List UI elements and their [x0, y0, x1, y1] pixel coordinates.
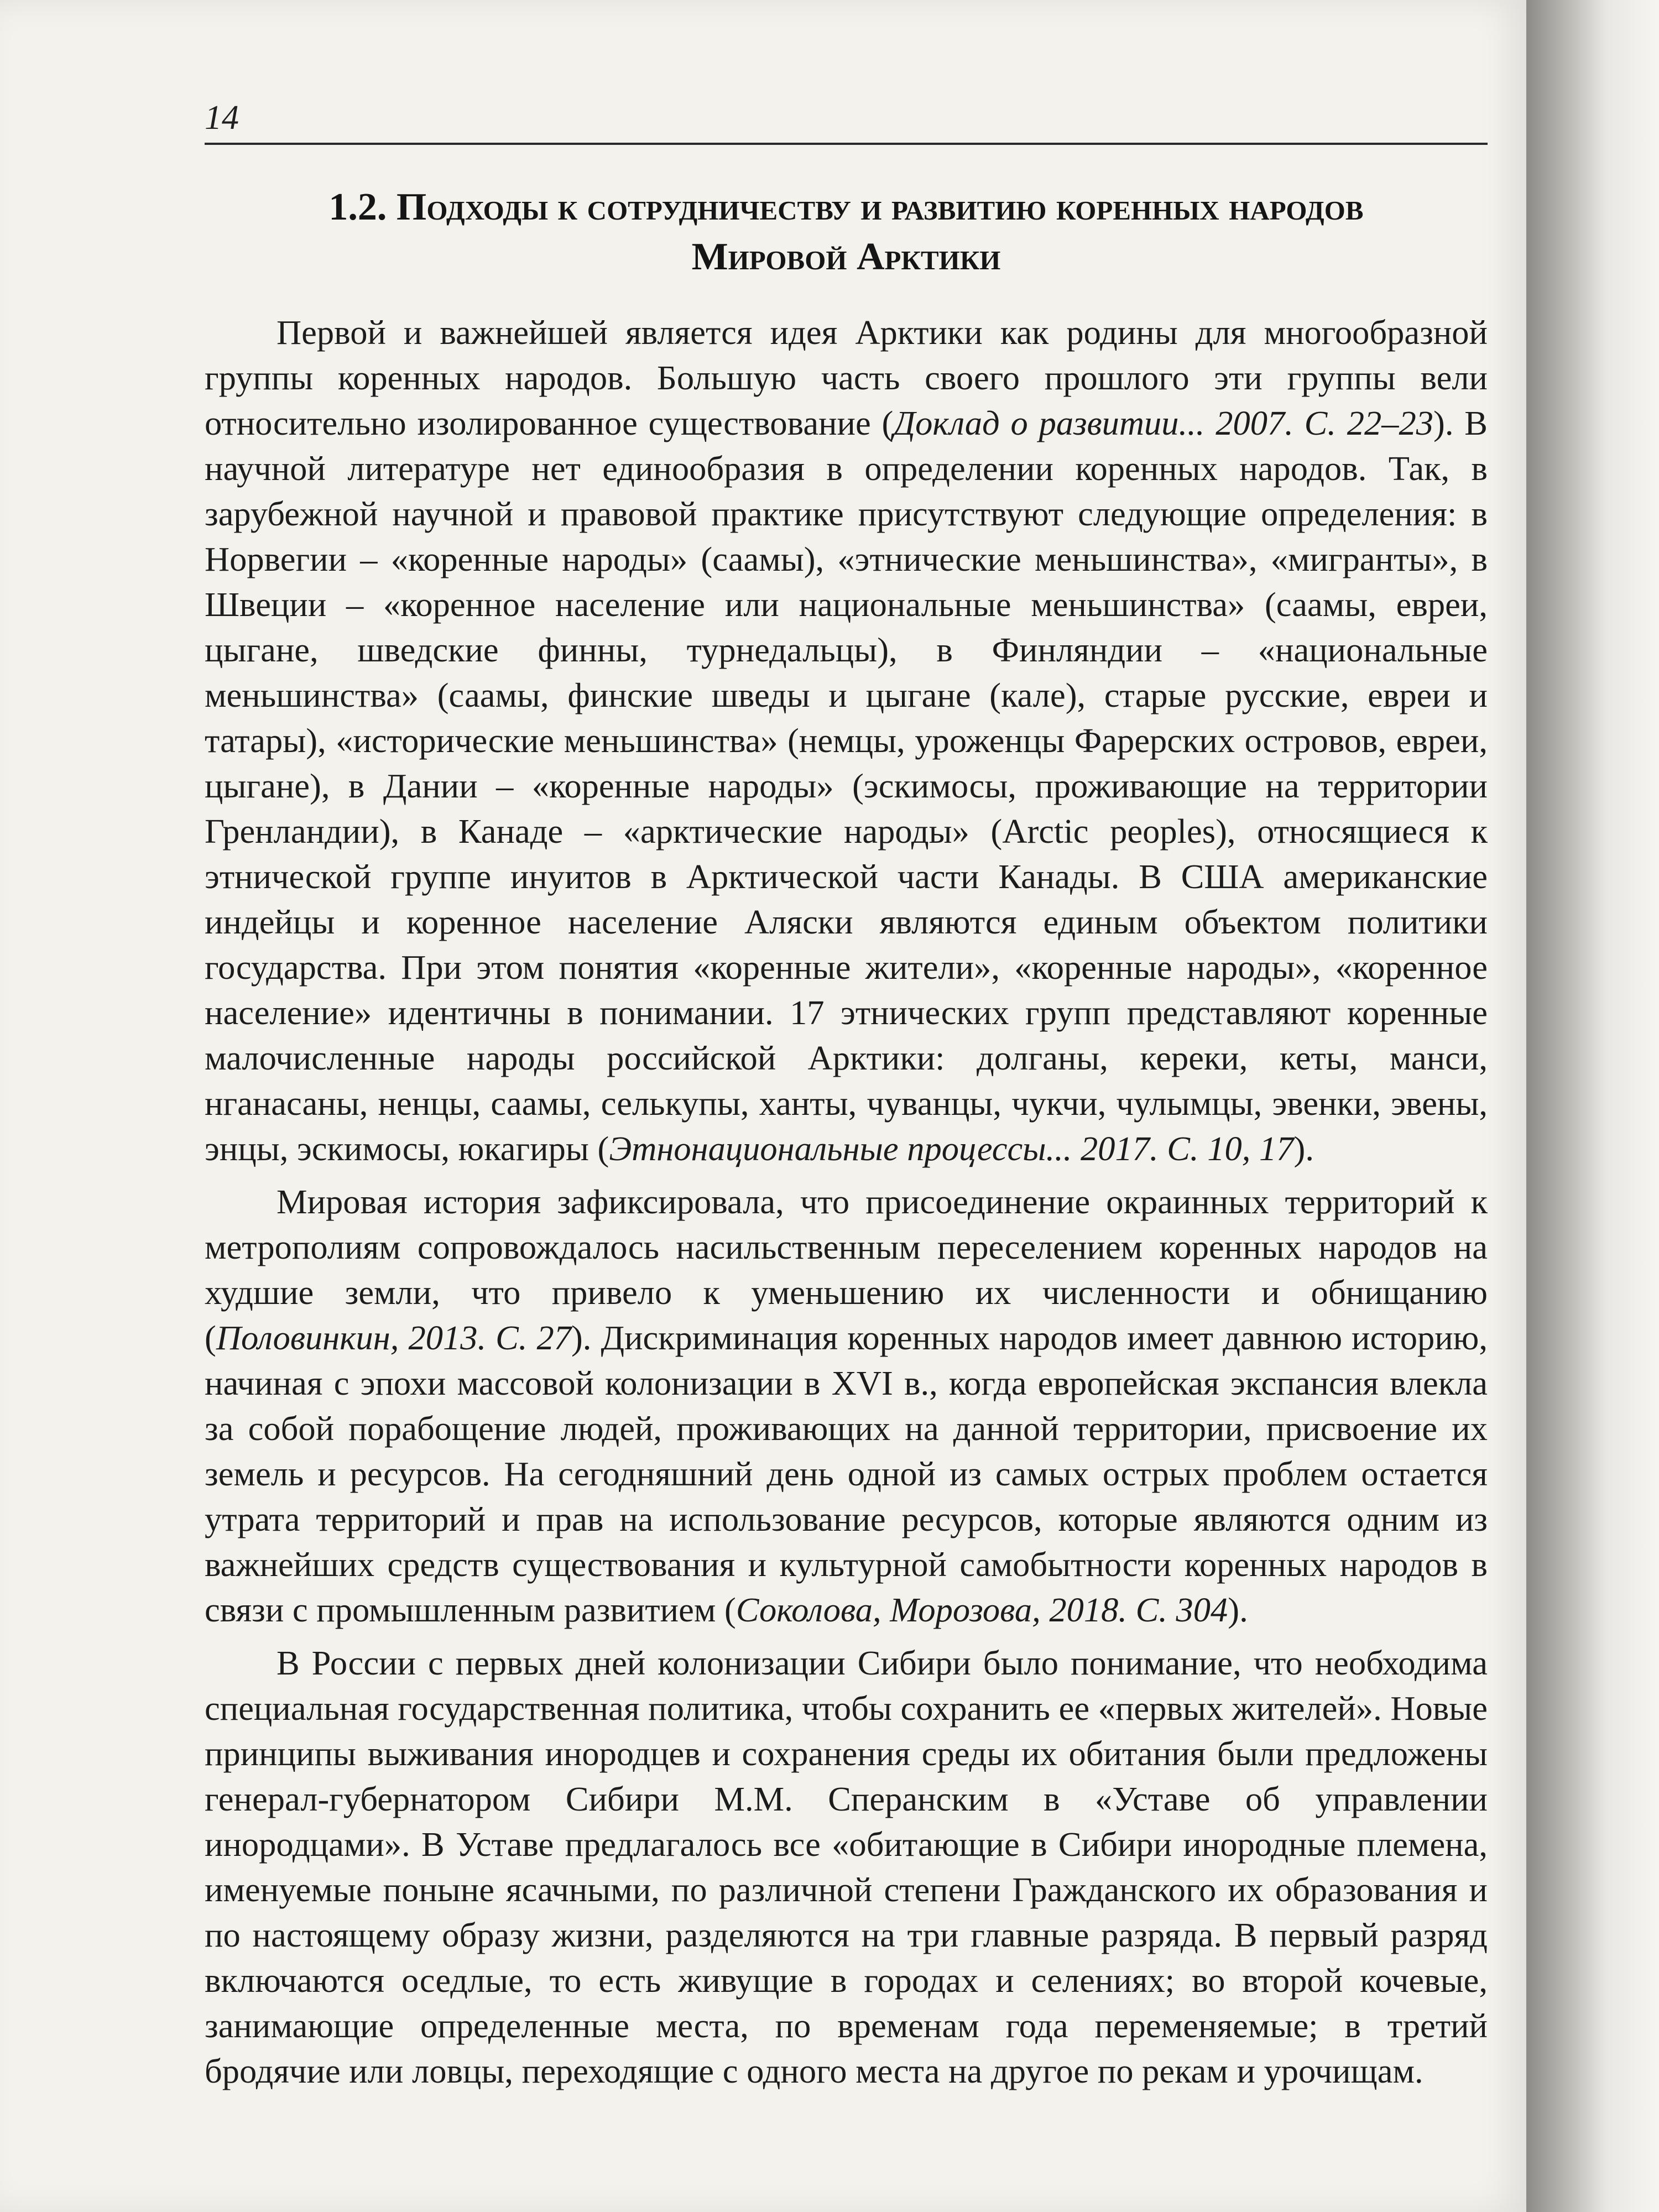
citation: Этнонациональные процессы... 2017. С. 10, 17: [609, 1129, 1294, 1168]
section-heading-line-1: 1.2. Подходы к сотрудничеству и развитию коренных народов: [328, 186, 1364, 228]
paragraph-1: [205, 310, 1488, 1171]
section-heading: [205, 182, 1488, 282]
header-rule: [205, 143, 1488, 145]
paragraph-text: ).: [1228, 1590, 1248, 1629]
paragraph-text: Мировая история зафиксировала, что присоединение окраинных территорий к метрополиям сопровождалось насильственным переселением коренных народов на худшие земли, что привело к уменьшению их численности и обнищанию (: [205, 1182, 1488, 1357]
body-text: [205, 310, 1488, 2094]
citation: Соколова, Морозова, 2018. С. 304: [735, 1590, 1228, 1629]
book-spine-shadow: [1526, 0, 1659, 2212]
paragraph-text: ). В научной литературе нет единообразия в определении коренных народов. Так, в зарубежной научной и правовой практике присутствуют следующие определения: в Норвегии – «коренные народы» (саамы), «этнические меньшинства», «мигранты», в Швеции – «коренное население или национальные меньшинства» (саамы, евреи, цыгане, шведские финны, турнедальцы), в Финляндии – «национальные меньшинства» (саамы, финские шведы и цыгане (кале), старые русские, евреи и татары), «исторические меньшинства» (немцы, уроженцы Фарерских островов, евреи, цыгане), в Дании – «коренные народы» (эскимосы, проживающие на территории Гренландии), в Канаде – «арктические народы» (Arctic peoples), относящиеся к этнической группе инуитов в Арктической части Канады. В США американские индейцы и коренное население Аляски являются единым объектом политики государства. При этом понятия «коренные жители», «коренные народы», «коренное население» идентичны в понимании. 17 этнических групп представляют коренные малочисленные народы российской Арктики: долганы, кереки, кеты, манси, нганасаны, ненцы, саамы, селькупы, ханты, чуванцы, чукчи, чулымцы, эвенки, эвены, энцы, эскимосы, юкагиры (: [205, 404, 1488, 1168]
paragraph-3: [205, 1640, 1488, 2094]
paragraph-text: Первой и важнейшей является идея Арктики как родины для многообразной группы коренных народов. Большую часть своего прошлого эти группы вели относительно изолированное существование (: [205, 313, 1488, 442]
section-heading-line-2: Мировой Арктики: [691, 236, 1001, 278]
page-number: 14: [205, 99, 239, 137]
paragraph-text: В России с первых дней колонизации Сибири было понимание, что необходима специальная государственная политика, чтобы сохранить ее «первых жителей». Новые принципы выживания инородцев и сохранения среды их обитания были предложены генерал-губернатором Сибири М.М. Сперанским в «Уставе об управлении инородцами». В Уставе предлагалось все «обитающие в Сибири инородные племена, именуемые поныне ясачными, по различной степени Гражданского их образования и по настоящему образу жизни, разделяются на три главные разряда. В первый разряд включаются оседлые, то есть живущие в городах и селениях; во второй кочевые, занимающие определенные места, по временам года переменяемые; в третий бродячие или ловцы, переходящие с одного места на другое по рекам и урочищам.: [205, 1644, 1488, 2090]
paragraph-text: ).: [1293, 1129, 1314, 1168]
citation: Половинкин, 2013. С. 27: [216, 1318, 571, 1357]
citation: Доклад о развитии... 2007. С. 22–23: [893, 404, 1434, 442]
paragraph-2: [205, 1179, 1488, 1632]
paragraph-text: ). Дискриминация коренных народов имеет давнюю историю, начиная с эпохи массовой колонизации в XVI в., когда европейская экспансия влекла за собой порабощение людей, проживающих на данной территории, присвоение их земель и ресурсов. На сегодняшний день одной из самых острых проблем остается утрата территорий и прав на использование ресурсов, которые являются одним из важнейших средств существования и культурной самобытности коренных народов в связи с промышленным развитием (: [205, 1318, 1488, 1629]
